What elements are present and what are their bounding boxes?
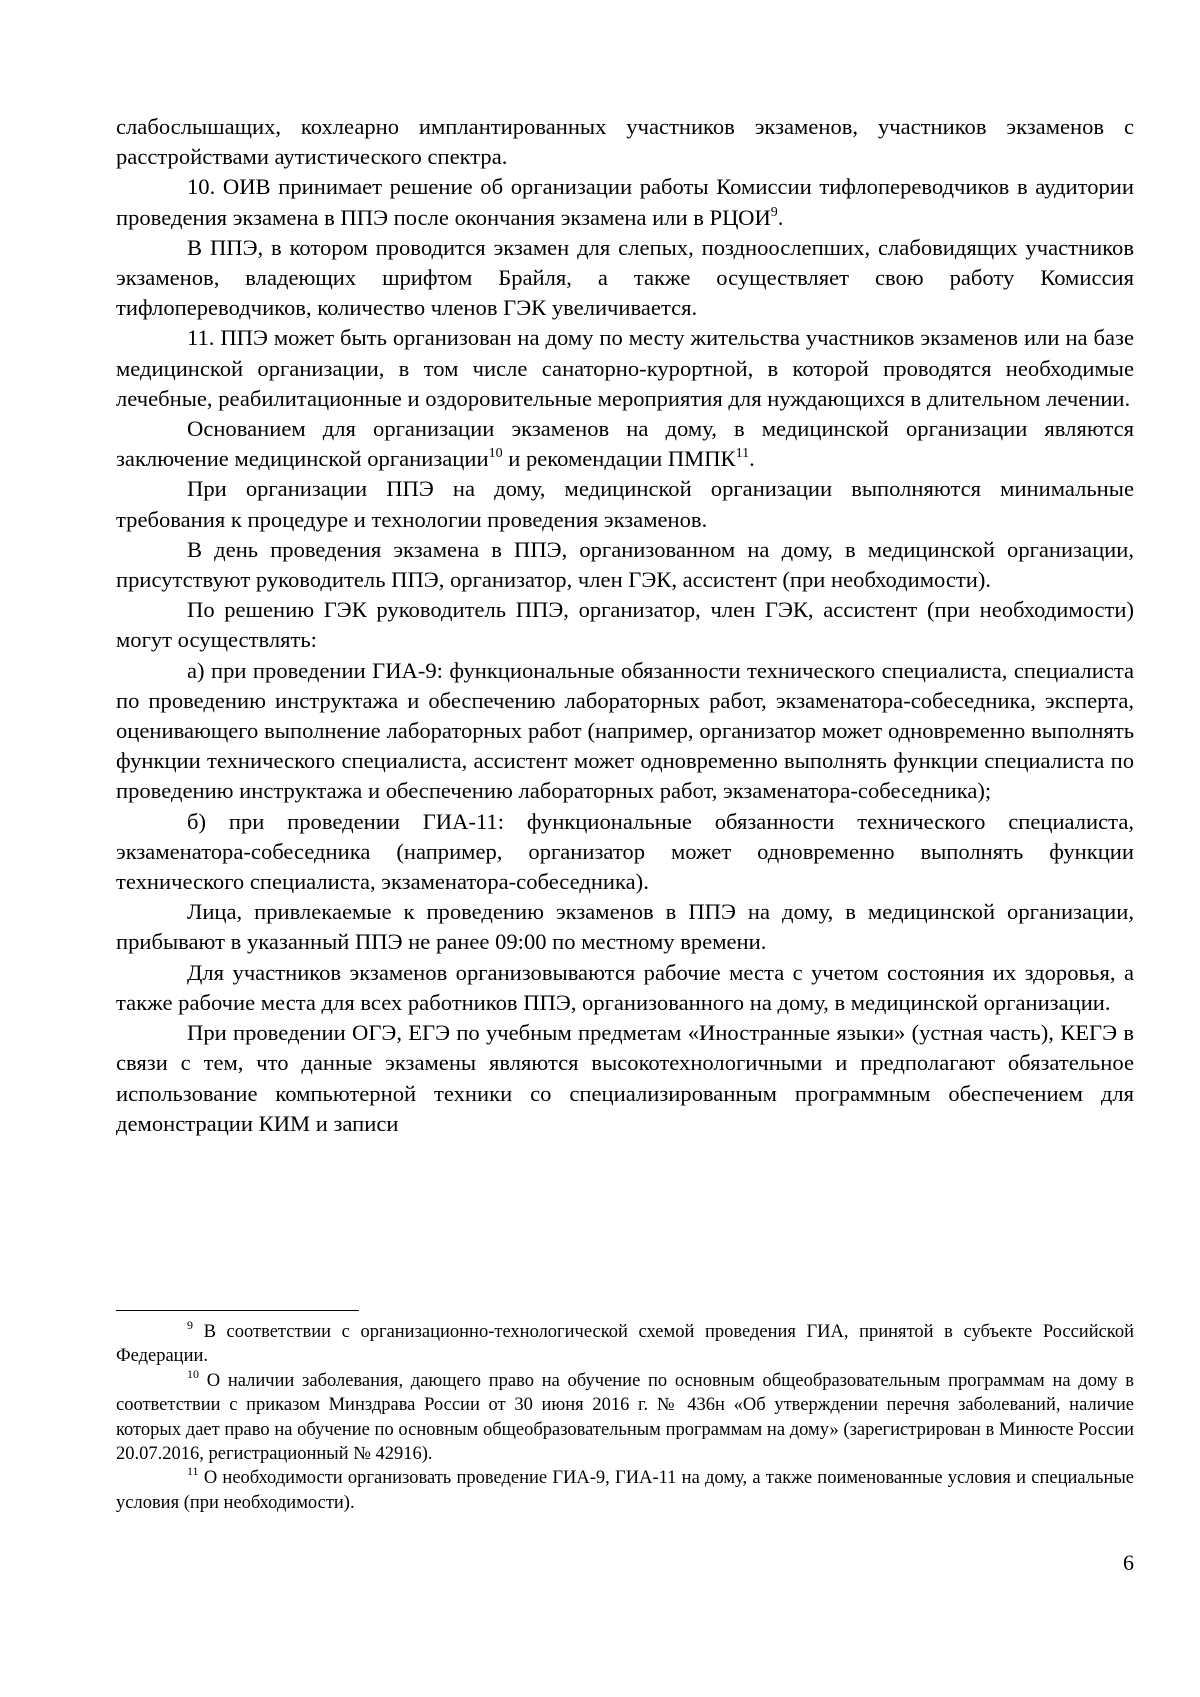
paragraph-text: В ППЭ, в котором проводится экзамен для слепых, поздноослепших, слабовидящих участников экзаменов, владеющих шрифтом Брайля, а также осуществляет свою работу Комиссия тифлопереводчиков, количество членов ГЭК увеличивается. [116,234,1134,321]
page-number: 6 [1123,1550,1134,1575]
paragraph-text: По решению ГЭК руководитель ППЭ, организатор, член ГЭК, ассистент (при необходимости) могут осуществлять: [116,597,1134,653]
footnote-text: О необходимости организовать проведение ГИА-9, ГИА-11 на дому, а также поименованные условия и специальные условия (при необходимости). [116,1468,1134,1513]
paragraph-tail: . [749,446,755,472]
footnote [116,1366,1135,1467]
body-text [116,112,1134,1139]
paragraph-tail: . [777,204,784,230]
footnotes [116,1320,1134,1515]
paragraph [116,1018,1134,1139]
paragraph [116,233,1134,324]
paragraph [116,474,1134,534]
paragraph-text: Основанием для организации экзаменов на дому, в медицинской организации являются заключение медицинской организации [116,416,1134,472]
paragraph [116,535,1134,595]
paragraph [116,656,1134,807]
paragraph [116,172,1134,232]
footnote-number: 9 [187,1318,193,1332]
paragraph [116,595,1134,655]
footnote-ref: 11 [735,446,750,462]
footnote-separator [116,1310,359,1311]
paragraph-text: Для участников экзаменов организовываются рабочие места с учетом состояния их здоровья, а также рабочие места для всех работников ППЭ, организованного на дому, в медицинской организации. [116,959,1134,1015]
paragraph [116,958,1134,1018]
paragraph [116,323,1134,414]
footnote-number: 10 [187,1366,199,1381]
footnote-ref: 9 [770,204,778,220]
footnote-number: 11 [187,1464,199,1479]
paragraph-text: 10. ОИВ принимает решение об организации работы Комиссии тифлопереводчиков в аудитории проведения экзамена в ППЭ после окончания экзамена или в РЦОИ [116,174,1134,230]
paragraph-text: слабослышащих, кохлеарно имплантированных участников экзаменов, участников экзаменов с расстройствами аутистического спектра. [116,114,1134,170]
footnote-text: В соответствии с организационно-технологической схемой проведения ГИА, принятой в субъекте Российской Федерации. [116,1322,1134,1367]
paragraph [116,807,1134,898]
footnote [116,1466,1134,1515]
footnote-ref: 10 [488,446,503,462]
paragraph [116,112,1134,172]
paragraph-text: При проведении ОГЭ, ЕГЭ по учебным предметам «Иностранные языки» (устная часть), КЕГЭ в связи с тем, что данные экзамены являются высокотехнологичными и предполагают обязательное использование компьютерной техники со специализированным программным обеспечением для демонстрации КИМ и записи [116,1020,1134,1136]
paragraph-text: Лица, привлекаемые к проведению экзаменов в ППЭ на дому, в медицинской организации, прибывают в указанный ППЭ не ранее 09:00 по местному времени. [116,899,1134,955]
paragraph-text: и рекомендации ПМПК [502,446,736,472]
paragraph-text: В день проведения экзамена в ППЭ, организованном на дому, в медицинской организации, присутствуют руководитель ППЭ, организатор, член ГЭК, ассистент (при необходимости). [116,536,1134,593]
paragraph [116,414,1134,474]
paragraph-text: а) при проведении ГИА-9: функциональные обязанности технического специалиста, специалиста по проведению инструктажа и обеспечению лабораторных работ, экзаменатора-собеседника, эксперта, оценивающего выполнение лабораторных работ (например, организатор может одновременно выполнять функции технического специалиста, ассистент может одновременно выполнять функции специалиста по проведению инструктажа и обеспечению лабораторных работ, экзаменатора-собеседника); [116,657,1134,804]
paragraph-text: При организации ППЭ на дому, медицинской организации выполняются минимальные требования к процедуре и технологии проведения экзаменов. [116,476,1134,532]
paragraph [116,897,1134,957]
footnote-text: О наличии заболевания, дающего право на обучение по основным общеобразовательным программам на дому в соответствии с приказом Минздрава России от 30 июня 2016 г. № 436н «Об утверждении перечня заболеваний, наличие которых дает право на обучение по основным общеобразовательным программам на дому» (зарегистрирован в Минюсте России 20.07.2016, регистрационный № 42916). [116,1370,1135,1465]
paragraph-text: 11. ППЭ может быть организован на дому по месту жительства участников экзаменов или на базе медицинской организации, в том числе санаторно-курортной, в которой проводятся необходимые лечебные, реабилитационные и оздоровительные мероприятия для нуждающихся в длительном лечении. [116,325,1134,411]
paragraph-text: б) при проведении ГИА-11: функциональные обязанности технического специалиста, экзаменатора-собеседника (например, организатор может одновременно выполнять функции технического специалиста, экзаменатора-собеседника). [116,808,1134,895]
footnote [116,1320,1134,1369]
